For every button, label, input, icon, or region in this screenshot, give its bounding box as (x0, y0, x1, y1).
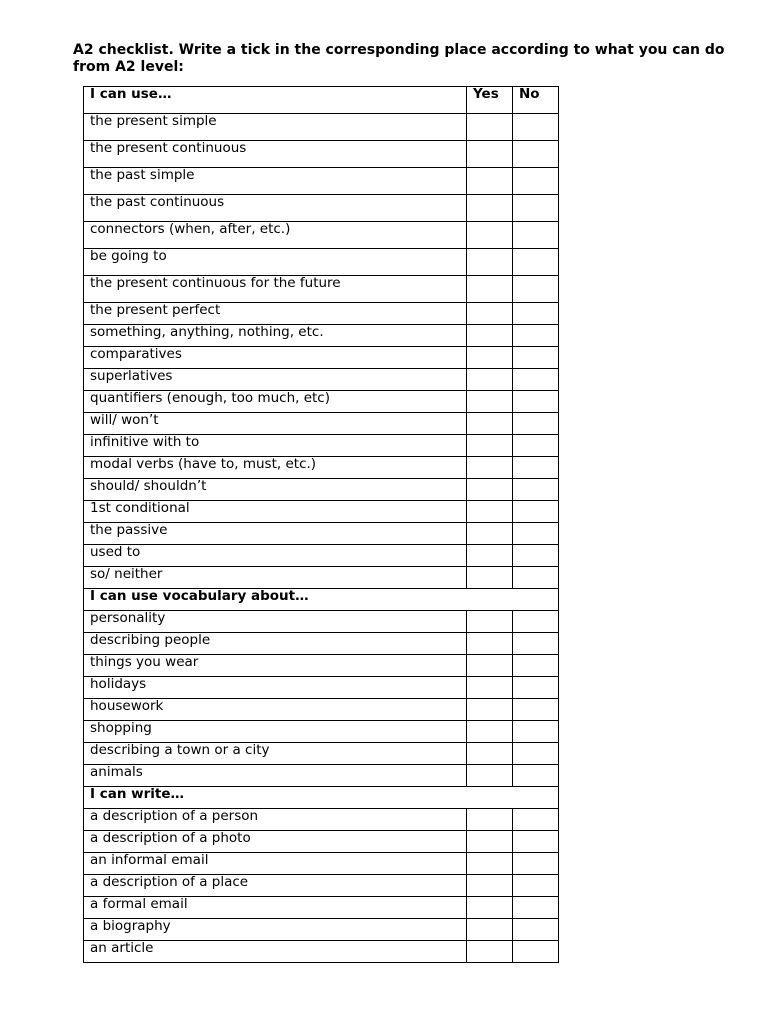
checklist-row (84, 501, 559, 523)
yes-tick-box[interactable] (467, 677, 513, 699)
item-label: an informal email (84, 853, 467, 875)
item-label: the present continuous (84, 141, 467, 168)
checklist-row (84, 721, 559, 743)
no-tick-box[interactable] (513, 141, 559, 168)
no-tick-box[interactable] (513, 479, 559, 501)
item-label: housework (84, 699, 467, 721)
item-label: a biography (84, 919, 467, 941)
checklist-row (84, 765, 559, 787)
no-tick-box[interactable] (513, 545, 559, 567)
yes-tick-box[interactable] (467, 222, 513, 249)
yes-tick-box[interactable] (467, 699, 513, 721)
no-tick-box[interactable] (513, 523, 559, 545)
no-tick-box[interactable] (513, 222, 559, 249)
no-tick-box[interactable] (513, 501, 559, 523)
item-label: things you wear (84, 655, 467, 677)
checklist-row (84, 875, 559, 897)
yes-tick-box[interactable] (467, 114, 513, 141)
item-label: should/ shouldn’t (84, 479, 467, 501)
checklist-row (84, 633, 559, 655)
item-label: so/ neither (84, 567, 467, 589)
yes-tick-box[interactable] (467, 413, 513, 435)
item-label: the present continuous for the future (84, 276, 467, 303)
section-header-row (84, 787, 559, 809)
no-tick-box[interactable] (513, 919, 559, 941)
no-tick-box[interactable] (513, 435, 559, 457)
item-label: an article (84, 941, 467, 963)
no-tick-box[interactable] (513, 325, 559, 347)
checklist-row (84, 249, 559, 276)
item-label: connectors (when, after, etc.) (84, 222, 467, 249)
item-label: a description of a photo (84, 831, 467, 853)
item-label: infinitive with to (84, 435, 467, 457)
checklist-row (84, 897, 559, 919)
yes-tick-box[interactable] (467, 501, 513, 523)
yes-column-header: Yes (467, 87, 513, 114)
yes-tick-box[interactable] (467, 809, 513, 831)
section-title: I can use… (84, 87, 467, 114)
yes-tick-box[interactable] (467, 567, 513, 589)
item-label: a description of a place (84, 875, 467, 897)
checklist-row (84, 114, 559, 141)
item-label: something, anything, nothing, etc. (84, 325, 467, 347)
checklist-row (84, 941, 559, 963)
no-tick-box[interactable] (513, 743, 559, 765)
no-tick-box[interactable] (513, 457, 559, 479)
yes-tick-box[interactable] (467, 875, 513, 897)
item-label: 1st conditional (84, 501, 467, 523)
no-tick-box[interactable] (513, 249, 559, 276)
item-label: shopping (84, 721, 467, 743)
yes-tick-box[interactable] (467, 897, 513, 919)
item-label: describing a town or a city (84, 743, 467, 765)
no-tick-box[interactable] (513, 633, 559, 655)
no-tick-box[interactable] (513, 809, 559, 831)
yes-tick-box[interactable] (467, 919, 513, 941)
yes-tick-box[interactable] (467, 168, 513, 195)
item-label: be going to (84, 249, 467, 276)
yes-tick-box[interactable] (467, 325, 513, 347)
checklist-row (84, 168, 559, 195)
yes-tick-box[interactable] (467, 369, 513, 391)
item-label: the present perfect (84, 303, 467, 325)
item-label: quantifiers (enough, too much, etc) (84, 391, 467, 413)
yes-tick-box[interactable] (467, 347, 513, 369)
checklist-row (84, 457, 559, 479)
no-tick-box[interactable] (513, 114, 559, 141)
checklist-row (84, 655, 559, 677)
no-tick-box[interactable] (513, 168, 559, 195)
item-label: the past continuous (84, 195, 467, 222)
checklist-row (84, 413, 559, 435)
yes-tick-box[interactable] (467, 721, 513, 743)
checklist-row (84, 141, 559, 168)
no-tick-box[interactable] (513, 611, 559, 633)
yes-tick-box[interactable] (467, 523, 513, 545)
yes-tick-box[interactable] (467, 391, 513, 413)
checklist-row (84, 567, 559, 589)
yes-tick-box[interactable] (467, 141, 513, 168)
checklist-row (84, 435, 559, 457)
no-tick-box[interactable] (513, 765, 559, 787)
checklist-row (84, 479, 559, 501)
item-label: a description of a person (84, 809, 467, 831)
yes-tick-box[interactable] (467, 435, 513, 457)
checklist-row (84, 677, 559, 699)
no-tick-box[interactable] (513, 699, 559, 721)
item-label: comparatives (84, 347, 467, 369)
item-label: describing people (84, 633, 467, 655)
checklist-row (84, 391, 559, 413)
yes-tick-box[interactable] (467, 743, 513, 765)
checklist-row (84, 545, 559, 567)
checklist-row (84, 276, 559, 303)
no-tick-box[interactable] (513, 831, 559, 853)
yes-tick-box[interactable] (467, 611, 513, 633)
section-title: I can write… (84, 787, 559, 809)
checklist-row (84, 809, 559, 831)
no-tick-box[interactable] (513, 897, 559, 919)
checklist-row (84, 611, 559, 633)
yes-tick-box[interactable] (467, 249, 513, 276)
yes-tick-box[interactable] (467, 831, 513, 853)
item-label: the present simple (84, 114, 467, 141)
item-label: modal verbs (have to, must, etc.) (84, 457, 467, 479)
checklist-row (84, 347, 559, 369)
yes-tick-box[interactable] (467, 457, 513, 479)
no-tick-box[interactable] (513, 853, 559, 875)
no-tick-box[interactable] (513, 347, 559, 369)
section-header-row (84, 589, 559, 611)
no-tick-box[interactable] (513, 276, 559, 303)
no-column-header: No (513, 87, 559, 114)
item-label: animals (84, 765, 467, 787)
yes-tick-box[interactable] (467, 276, 513, 303)
checklist-row (84, 853, 559, 875)
checklist-row (84, 919, 559, 941)
yes-tick-box[interactable] (467, 479, 513, 501)
no-tick-box[interactable] (513, 413, 559, 435)
page-heading: A2 checklist. Write a tick in the corresponding place according to what you can do from A2 level: (73, 42, 725, 75)
yes-tick-box[interactable] (467, 303, 513, 325)
section-title: I can use vocabulary about… (84, 589, 559, 611)
item-label: the past simple (84, 168, 467, 195)
yes-tick-box[interactable] (467, 655, 513, 677)
checklist-row (84, 195, 559, 222)
section-header-row (84, 87, 559, 114)
checklist-row (84, 369, 559, 391)
yes-tick-box[interactable] (467, 545, 513, 567)
item-label: will/ won’t (84, 413, 467, 435)
item-label: superlatives (84, 369, 467, 391)
item-label: the passive (84, 523, 467, 545)
item-label: used to (84, 545, 467, 567)
no-tick-box[interactable] (513, 677, 559, 699)
no-tick-box[interactable] (513, 721, 559, 743)
checklist-row (84, 831, 559, 853)
checklist-row (84, 303, 559, 325)
yes-tick-box[interactable] (467, 633, 513, 655)
no-tick-box[interactable] (513, 941, 559, 963)
checklist-row (84, 743, 559, 765)
no-tick-box[interactable] (513, 875, 559, 897)
yes-tick-box[interactable] (467, 765, 513, 787)
yes-tick-box[interactable] (467, 195, 513, 222)
checklist-row (84, 699, 559, 721)
yes-tick-box[interactable] (467, 941, 513, 963)
no-tick-box[interactable] (513, 567, 559, 589)
checklist-table (83, 86, 559, 963)
no-tick-box[interactable] (513, 655, 559, 677)
no-tick-box[interactable] (513, 195, 559, 222)
checklist-row (84, 222, 559, 249)
item-label: holidays (84, 677, 467, 699)
item-label: personality (84, 611, 467, 633)
checklist-row (84, 523, 559, 545)
checklist-row (84, 325, 559, 347)
no-tick-box[interactable] (513, 303, 559, 325)
item-label: a formal email (84, 897, 467, 919)
checklist-body (84, 87, 559, 963)
no-tick-box[interactable] (513, 369, 559, 391)
no-tick-box[interactable] (513, 391, 559, 413)
yes-tick-box[interactable] (467, 853, 513, 875)
